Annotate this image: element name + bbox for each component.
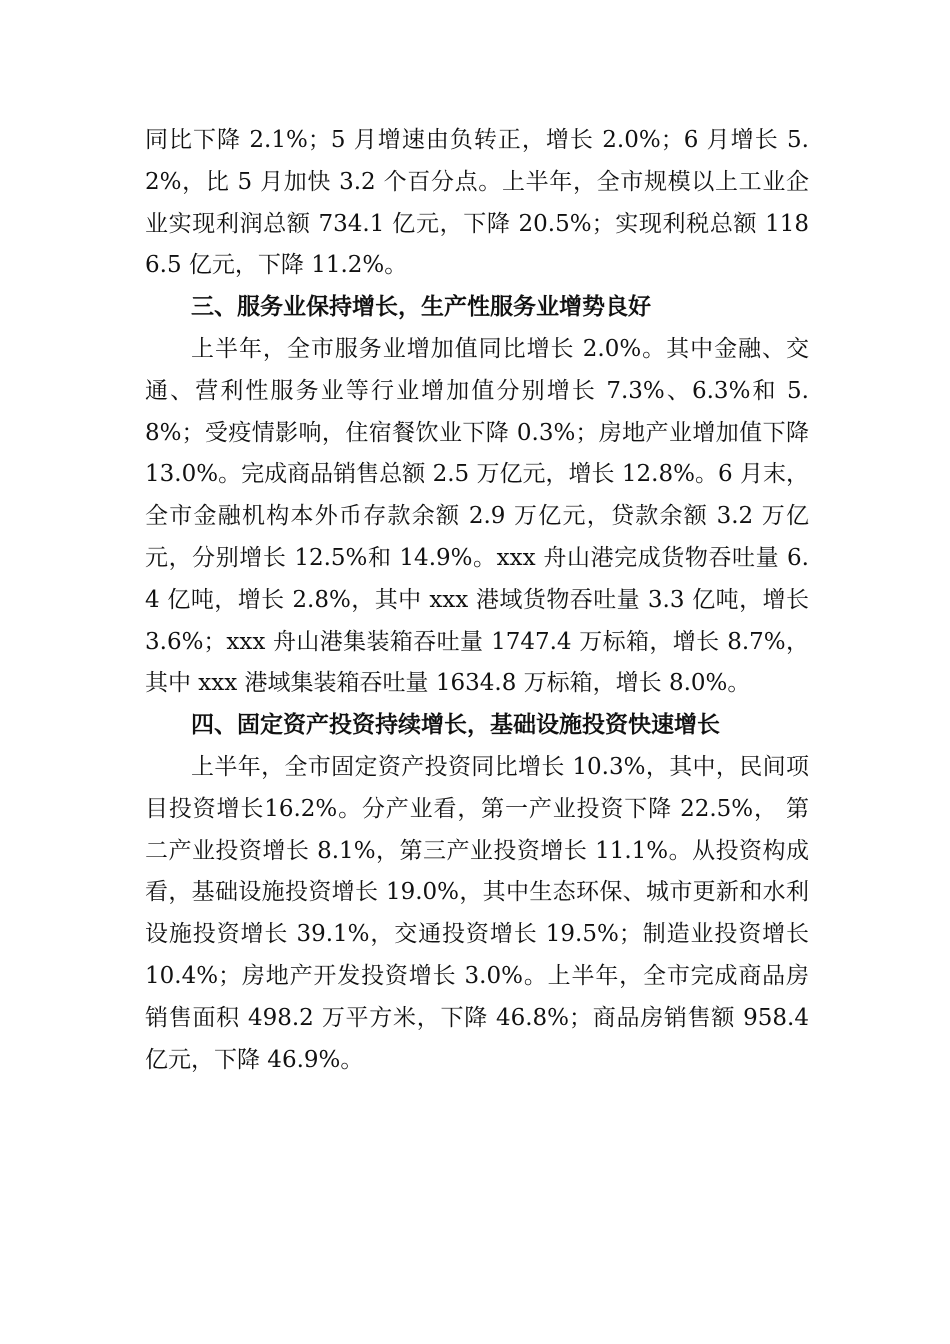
document-body: [145, 120, 809, 1081]
section-heading-services: 三、服务业保持增长，生产性服务业增势良好: [191, 294, 651, 321]
section-heading-investment: 四、固定资产投资持续增长，基础设施投资快速增长: [191, 712, 720, 739]
paragraph-services: 上半年，全市服务业增加值同比增长 2.0%。其中金融、交通、营利性服务业等行业增加值分别增长 7.3%、6.3%和 5.8%；受疫情影响，住宿餐饮业下降 0.3%；房地产业增加值下降 13.0%。完成商品销售总额 2.5 万亿元，增长 12.8%。6 月末，全市金融机构本外币存款余额 2.9 万亿元，贷款余额 3.2 万亿元，分别增长 12.5%和 14.9%。xxx 舟山港完成货物吞吐量 6.4 亿吨，增长 2.8%，其中 xxx 港域货物吞吐量 3.3 亿吨，增长 3.6%；xxx 舟山港集装箱吞吐量 1747.4 万标箱，增长 8.7%，其中 xxx 港域集装箱吞吐量 1634.8 万标箱，增长 8.0%。: [145, 335, 809, 697]
paragraph-investment: 上半年，全市固定资产投资同比增长 10.3%，其中，民间项目投资增长16.2%。分产业看，第一产业投资下降 22.5%， 第二产业投资增长 8.1%，第三产业投资增长 11.1%。从投资构成看，基础设施投资增长 19.0%，其中生态环保、城市更新和水利设施投资增长 39.1%，交通投资增长 19.5%；制造业投资增长 10.4%；房地产开发投资增长 3.0%。上半年，全市完成商品房销售面积 498.2 万平方米，下降 46.8%；商品房销售额 958.4 亿元，下降 46.9%。: [145, 753, 809, 1073]
paragraph-industry-continued: 同比下降 2.1%；5 月增速由负转正，增长 2.0%；6 月增长 5.2%，比 5 月加快 3.2 个百分点。上半年，全市规模以上工业企业实现利润总额 734.1 亿元，下降 20.5%；实现利税总额 1186.5 亿元，下降 11.2%。: [145, 127, 809, 279]
